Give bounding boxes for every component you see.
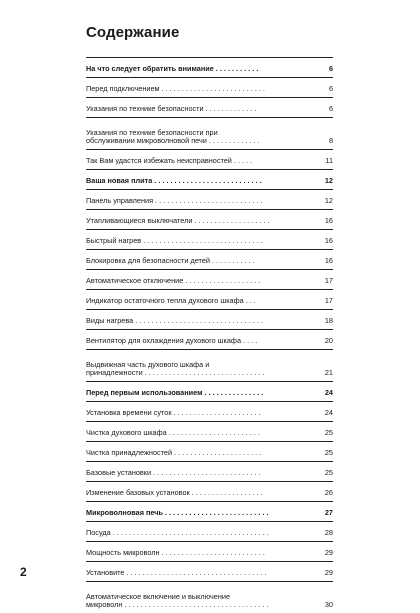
toc-entry-page: 16: [324, 256, 333, 266]
toc-entry-page: 25: [324, 468, 333, 478]
toc-row[interactable]: [86, 229, 333, 249]
toc-entry-title: На что следует обратить внимание . . . . . . . . . . .: [86, 65, 259, 74]
toc-entry-page: 20: [324, 336, 333, 346]
toc-entry-page: 29: [324, 568, 333, 578]
toc-entry-title: Утапливающиеся выключатели . . . . . . . . . . . . . . . . . . .: [86, 217, 270, 226]
toc-entry-title: Установка времени суток . . . . . . . . . . . . . . . . . . . . . .: [86, 409, 261, 418]
toc-section-row[interactable]: [86, 381, 333, 401]
toc-row[interactable]: [86, 349, 333, 381]
toc-entry-page: 11: [325, 156, 333, 166]
toc-entry-page: 24: [324, 388, 333, 398]
toc-entry-title: Индикатор остаточного тепла духового шкафа . . .: [86, 297, 256, 306]
toc-entry-page: 28: [324, 528, 333, 538]
toc-entry-title: Чистка принадлежностей . . . . . . . . . . . . . . . . . . . . . .: [86, 449, 262, 458]
toc-entry-page: 25: [324, 428, 333, 438]
toc-row[interactable]: [86, 149, 333, 169]
toc-row[interactable]: [86, 189, 333, 209]
toc-entry-title: Посуда . . . . . . . . . . . . . . . . . . . . . . . . . . . . . . . . . . . . . . .: [86, 529, 269, 538]
toc-entry-page: 21: [324, 368, 333, 378]
toc-entry-title: Панель управления . . . . . . . . . . . . . . . . . . . . . . . . . . .: [86, 197, 263, 206]
toc-entry-page: 16: [324, 216, 333, 226]
toc-entry-page: 17: [324, 296, 333, 306]
toc-entry-page: 24: [324, 408, 333, 418]
toc-row[interactable]: [86, 117, 333, 149]
toc-entry-title: Указания по технике безопасности . . . . . . . . . . . . .: [86, 105, 257, 114]
toc-entry-page: 25: [324, 448, 333, 458]
toc-entry-title: Автоматическое включение и выключение микроволн . . . . . . . . . . . . . . . . . . . . . . . . . . . . . . . . . . . .: [86, 592, 269, 610]
toc-section-row[interactable]: [86, 501, 333, 521]
toc-entry-page: 6: [328, 104, 333, 114]
toc-entry-title: Изменение базовых установок . . . . . . . . . . . . . . . . . .: [86, 489, 263, 498]
toc-entry-page: 26: [324, 488, 333, 498]
page-title: Содержание: [86, 24, 180, 41]
toc-entry-title: Быстрый нагрев . . . . . . . . . . . . . . . . . . . . . . . . . . . . . .: [86, 237, 263, 246]
toc-row[interactable]: [86, 97, 333, 117]
toc-entry-title: Блокировка для безопасности детей . . . . . . . . . . .: [86, 257, 255, 266]
toc-entry-title: Перед подключением . . . . . . . . . . . . . . . . . . . . . . . . . .: [86, 85, 265, 94]
toc-entry-page: 8: [328, 136, 333, 146]
toc-row[interactable]: [86, 309, 333, 329]
toc-entry-page: 29: [324, 548, 333, 558]
toc-row[interactable]: [86, 441, 333, 461]
toc-row[interactable]: [86, 329, 333, 349]
toc-row[interactable]: [86, 269, 333, 289]
toc-entry-page: 6: [328, 64, 333, 74]
toc-row[interactable]: [86, 521, 333, 541]
toc-row[interactable]: [86, 401, 333, 421]
toc-section-row[interactable]: [86, 57, 333, 77]
toc-entry-page: 27: [324, 508, 333, 518]
toc-row[interactable]: [86, 461, 333, 481]
toc-entry-title: Вентилятор для охлаждения духового шкафа . . . .: [86, 337, 258, 346]
toc-row[interactable]: [86, 541, 333, 561]
toc-entry-page: 12: [324, 176, 333, 186]
toc-entry-title: Ваша новая плита . . . . . . . . . . . . . . . . . . . . . . . . . . .: [86, 177, 262, 186]
toc-row[interactable]: [86, 561, 333, 581]
toc-entry-page: 6: [328, 84, 333, 94]
toc-row[interactable]: [86, 77, 333, 97]
toc-row[interactable]: [86, 209, 333, 229]
toc-entry-title: Указания по технике безопасности при обслуживании микроволновой печи . . . . . . . . . . . . .: [86, 128, 260, 146]
toc-entry-title: Базовые установки . . . . . . . . . . . . . . . . . . . . . . . . . . .: [86, 469, 261, 478]
toc-entry-title: Микроволновая печь . . . . . . . . . . . . . . . . . . . . . . . . . .: [86, 509, 269, 518]
toc-entry-page: 30: [324, 600, 333, 610]
toc-row[interactable]: [86, 581, 333, 613]
toc-row[interactable]: [86, 421, 333, 441]
toc-entry-title: Установите . . . . . . . . . . . . . . . . . . . . . . . . . . . . . . . . . . .: [86, 569, 267, 578]
page-number: 2: [20, 565, 27, 579]
toc-entry-page: 16: [324, 236, 333, 246]
toc-entry-page: 17: [324, 276, 333, 286]
toc-entry-title: Автоматическое отключение . . . . . . . . . . . . . . . . . . .: [86, 277, 261, 286]
toc-row[interactable]: [86, 249, 333, 269]
toc-entry-title: Чистка духового шкафа . . . . . . . . . . . . . . . . . . . . . . .: [86, 429, 260, 438]
toc-entry-title: Выдвижная часть духового шкафа и принадлежности . . . . . . . . . . . . . . . . . . . . . . . . . . . . . .: [86, 360, 265, 378]
toc-entry-title: Виды нагрева . . . . . . . . . . . . . . . . . . . . . . . . . . . . . . . .: [86, 317, 263, 326]
toc-entry-title: Так Вам удастся избежать неисправностей . . . . .: [86, 157, 253, 166]
toc-entry-title: Перед первым использованием . . . . . . . . . . . . . . .: [86, 389, 264, 398]
table-of-contents: [86, 57, 333, 613]
toc-row[interactable]: [86, 481, 333, 501]
toc-section-row[interactable]: [86, 169, 333, 189]
toc-entry-title: Мощность микроволн . . . . . . . . . . . . . . . . . . . . . . . . . .: [86, 549, 265, 558]
toc-entry-page: 12: [324, 196, 333, 206]
toc-entry-page: 18: [324, 316, 333, 326]
toc-row[interactable]: [86, 289, 333, 309]
